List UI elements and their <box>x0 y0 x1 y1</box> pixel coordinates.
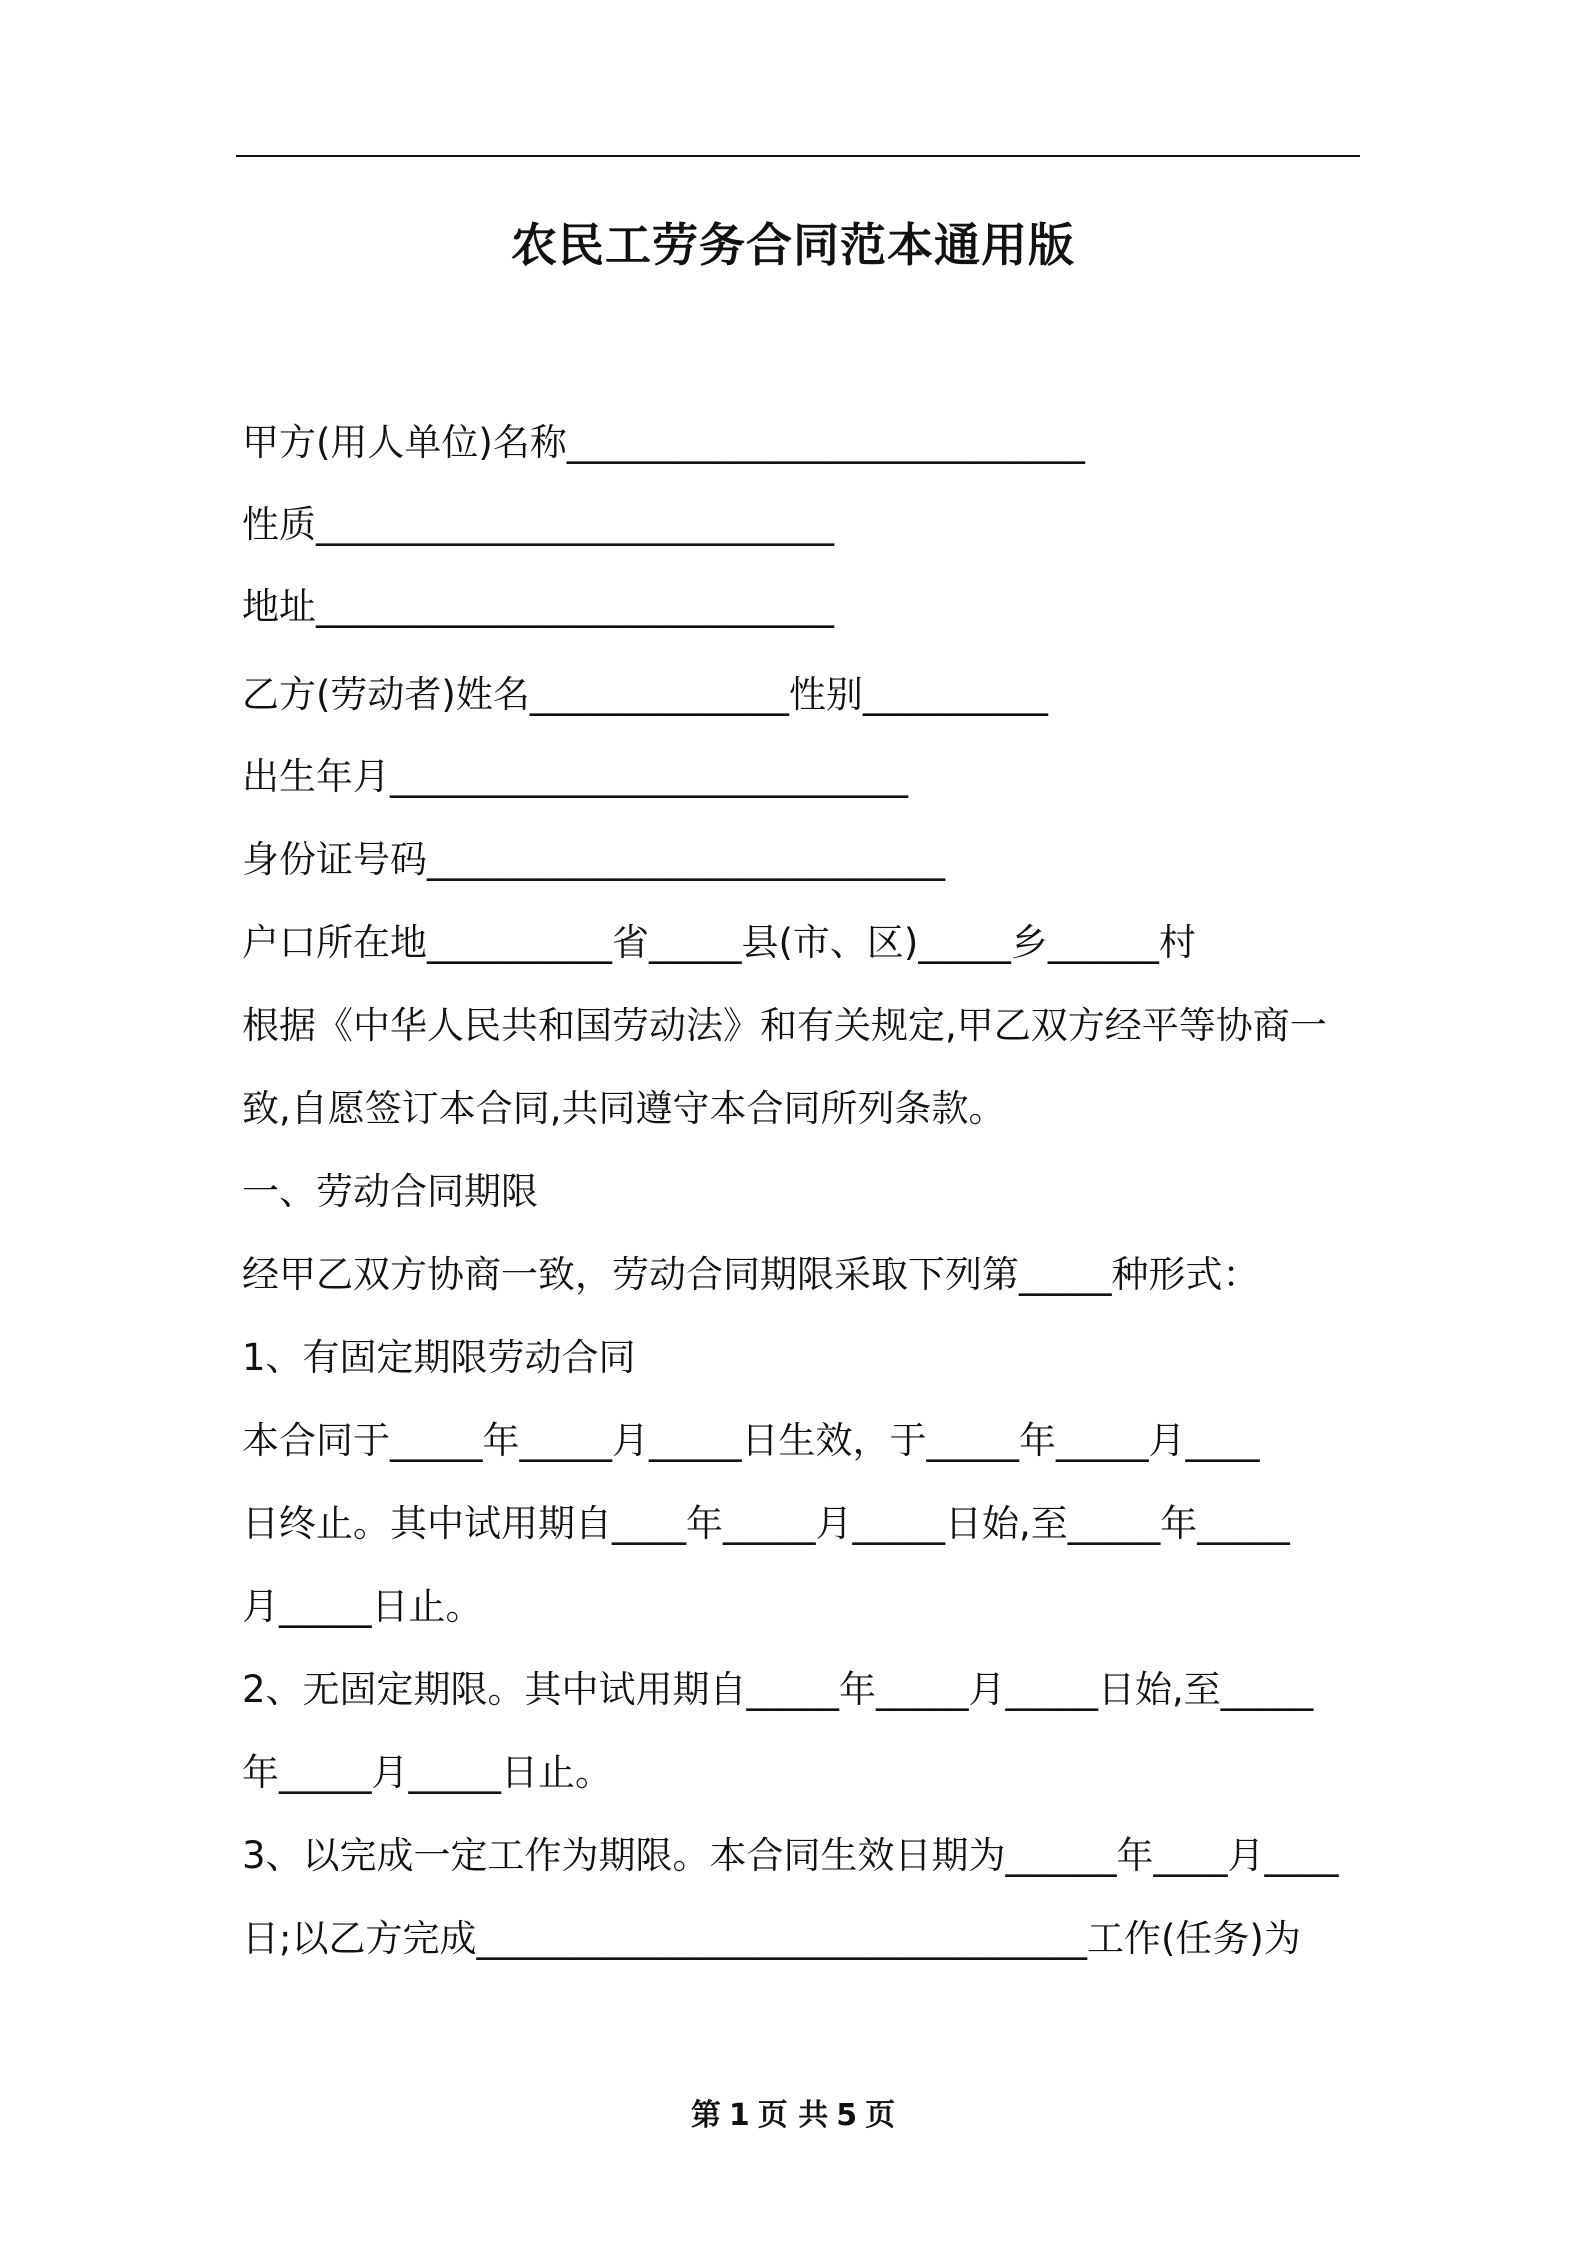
page-label-prefix: 第 <box>690 2098 721 2133</box>
fixed-term-line-1: 本合同于_____年_____月_____日生效，于_____年_____月____ <box>242 1419 1260 1462</box>
page-label-mid: 页 共 <box>757 2098 829 2133</box>
fixed-term-line-3: 月_____日止。 <box>242 1585 483 1628</box>
party-a-address-line: 地址____________________________ <box>242 585 834 628</box>
party-a-nature-line: 性质____________________________ <box>242 503 834 546</box>
preamble-line-2: 致,自愿签订本合同,共同遵守本合同所列条款。 <box>242 1087 1006 1130</box>
total-pages: 5 <box>836 2098 858 2133</box>
open-term-line-1: 2、无固定期限。其中试用期自_____年_____月_____日始,至_____ <box>242 1668 1314 1711</box>
header-rule <box>236 155 1360 157</box>
party-b-name-gender-line: 乙方(劳动者)姓名______________性别__________ <box>242 673 1048 716</box>
party-b-birth-line: 出生年月____________________________ <box>242 755 908 798</box>
preamble-line-1: 根据《中华人民共和国劳动法》和有关规定,甲乙双方经平等协商一 <box>242 1004 1327 1047</box>
task-term-line-1: 3、以完成一定工作为期限。本合同生效日期为______年____月____ <box>242 1834 1339 1877</box>
open-term-line-2: 年_____月_____日止。 <box>242 1751 612 1794</box>
fixed-term-heading: 1、有固定期限劳动合同 <box>242 1336 636 1379</box>
page-footer <box>0 2096 1586 2136</box>
page-number: 1 <box>728 2098 750 2133</box>
term-form-line: 经甲乙双方协商一致，劳动合同期限采取下列第_____种形式： <box>242 1253 1260 1296</box>
page-label-suffix: 页 <box>865 2098 896 2133</box>
fixed-term-line-2: 日终止。其中试用期自____年_____月_____日始,至_____年_____ <box>242 1502 1290 1545</box>
party-a-name-line: 甲方(用人单位)名称____________________________ <box>242 421 1085 464</box>
hukou-line: 户口所在地__________省_____县(市、区)_____乡______村 <box>242 921 1196 964</box>
document-title: 农民工劳务合同范本通用版 <box>511 218 1075 272</box>
task-term-line-2: 日;以乙方完成_________________________________工作(任务)为 <box>242 1917 1301 1960</box>
party-b-id-line: 身份证号码____________________________ <box>242 838 945 881</box>
section-1-heading: 一、劳动合同期限 <box>242 1170 538 1213</box>
